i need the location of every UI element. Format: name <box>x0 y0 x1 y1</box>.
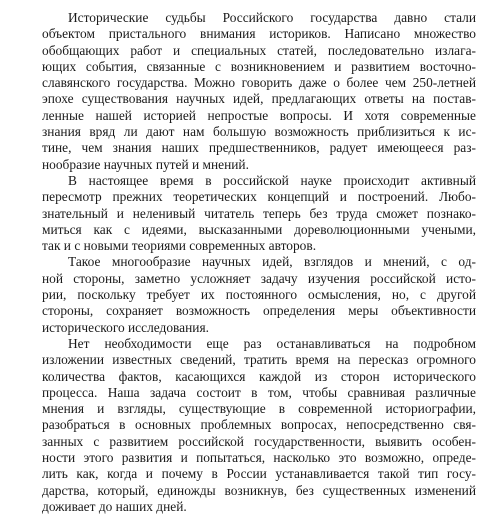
text-line: исторического исследования. <box>42 319 209 335</box>
text-line: славянского государства. Можно говорить даже о более чем 250-летней <box>42 75 476 91</box>
text-line: ности этого развития и попытаться, насколько это возможно, опреде- <box>42 450 476 466</box>
text-line: мнения и взгляды, существующие в современной историографии, <box>42 401 476 417</box>
text-line: изложении известных сведений, тратить время на пересказ огромного <box>42 352 476 368</box>
paragraph <box>42 173 476 254</box>
text-line: доживает до наших дней. <box>42 498 187 514</box>
text-line: рии, поскольку требует их постоянного осмысления, но, с другой <box>42 287 476 303</box>
paragraph <box>42 254 476 335</box>
text-line: нообразие научных путей и мнений. <box>42 156 249 172</box>
text-line: Исторические судьбы Российского государства давно стали <box>68 10 476 25</box>
text-line: В настоящее время в российской науке происходит активный <box>68 172 476 188</box>
text-line: ленные нашей историей непростые вопросы. И хотя современные <box>42 107 476 123</box>
text-line: стороны, сохраняет возможность определения меры объективности <box>42 303 476 319</box>
text-line: тине, чем знания наших предшественников, радует имеющееся раз- <box>42 140 476 156</box>
text-line: разобраться в основных проблемных вопросах, непосредственно свя- <box>42 417 476 433</box>
paragraph <box>42 10 476 173</box>
text-body <box>42 10 476 515</box>
text-line: дарства, который, единожды возникнув, без существенных изменений <box>42 482 476 498</box>
text-line: Нет необходимости еще раз останавливаться на подробном <box>68 335 476 351</box>
text-line: количества фактов, касающихся каждой из сторон исторического <box>42 368 476 384</box>
text-line: знательный и неленивый читатель теперь без труда сможет познако- <box>42 205 476 221</box>
text-line: эпохе существования научных идей, предлагающих ответы на постав- <box>42 91 476 107</box>
text-line: миться как с идеями, высказанными дореволюционными учеными, <box>42 221 476 237</box>
text-line: пересмотр прежних теоретических концепций и построений. Любо- <box>42 189 476 205</box>
text-line: объектом пристального внимания историков. Написано множество <box>42 26 476 42</box>
text-line: обобщающих работ и специальных статей, последовательно излага- <box>42 42 476 58</box>
text-line: процесса. Наша задача состоит в том, чтобы сравнивая различные <box>42 384 476 400</box>
text-line: занных с развитием российской государственности, выявить особен- <box>42 433 476 449</box>
text-line: Такое многообразие научных идей, взглядов и мнений, с од- <box>68 254 476 270</box>
document-page <box>42 10 476 515</box>
text-line: ющих события, связанные с возникновением и развитием восточно- <box>42 58 476 74</box>
text-line: ной стороны, заметно усложняет задачу изучения российской исто- <box>42 270 476 286</box>
text-line: лить как, когда и почему в России устанавливается такой тип госу- <box>42 466 476 482</box>
paragraph <box>42 336 476 515</box>
text-line: знания вряд ли дают нам большую возможность приблизиться к ис- <box>42 124 476 140</box>
text-line: так и с новыми теориями современных авторов. <box>42 238 317 254</box>
